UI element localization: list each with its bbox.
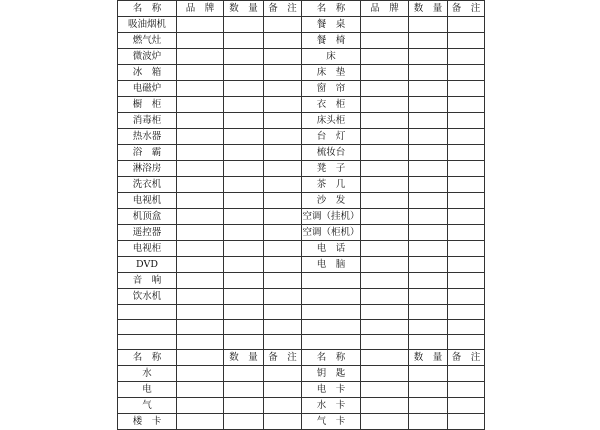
blank-cell [224, 305, 264, 320]
qty-cell-left [224, 193, 264, 209]
utility-blank-left [177, 382, 224, 398]
inventory-table [117, 0, 485, 430]
blank-cell [409, 335, 448, 350]
qty-cell-right [409, 65, 448, 81]
item-name-right: 茶 几 [302, 177, 361, 193]
brand-cell-right [361, 209, 409, 225]
utility-header-blank-left [177, 350, 224, 366]
brand-cell-right [361, 177, 409, 193]
utility-name-right: 钥 匙 [302, 366, 361, 382]
table-row [118, 17, 485, 33]
utility-qty-left [224, 382, 264, 398]
brand-cell-left [177, 49, 224, 65]
brand-cell-left [177, 289, 224, 305]
utility-name-left: 电 [118, 382, 177, 398]
utility-row [118, 366, 485, 382]
brand-cell-right [361, 257, 409, 273]
table-row [118, 33, 485, 49]
qty-cell-left [224, 145, 264, 161]
table-row [118, 145, 485, 161]
brand-cell-left [177, 273, 224, 289]
utility-name-right: 水 卡 [302, 398, 361, 414]
item-name-left: 吸油烟机 [118, 17, 177, 33]
header-qty-right: 数 量 [409, 1, 448, 17]
blank-cell [361, 305, 409, 320]
blank-cell [264, 320, 302, 335]
qty-cell-left [224, 81, 264, 97]
blank-cell [224, 320, 264, 335]
qty-cell-right [409, 145, 448, 161]
utility-blank-right [361, 382, 409, 398]
item-name-left: 遥控器 [118, 225, 177, 241]
brand-cell-left [177, 177, 224, 193]
blank-cell [302, 320, 361, 335]
brand-cell-right [361, 225, 409, 241]
table-row [118, 49, 485, 65]
note-cell-right [448, 81, 485, 97]
brand-cell-left [177, 129, 224, 145]
utility-note-left [264, 414, 302, 430]
header-row [118, 1, 485, 17]
utility-header-qty-left: 数 量 [224, 350, 264, 366]
utility-header-note-right: 备 注 [448, 350, 485, 366]
item-name-left: 微波炉 [118, 49, 177, 65]
blank-row [118, 305, 485, 320]
qty-cell-left [224, 241, 264, 257]
blank-cell [177, 335, 224, 350]
utility-name-left: 气 [118, 398, 177, 414]
item-name-left: 浴 霸 [118, 145, 177, 161]
utility-qty-right [409, 366, 448, 382]
blank-cell [409, 305, 448, 320]
inventory-table-body [118, 1, 485, 430]
qty-cell-left [224, 17, 264, 33]
utility-header-name-left: 名 称 [118, 350, 177, 366]
item-name-left: 冰 箱 [118, 65, 177, 81]
header-note-left: 备 注 [264, 1, 302, 17]
qty-cell-left [224, 273, 264, 289]
note-cell-right [448, 161, 485, 177]
brand-cell-right [361, 33, 409, 49]
item-name-left: 电磁炉 [118, 81, 177, 97]
note-cell-left [264, 193, 302, 209]
note-cell-right [448, 225, 485, 241]
utility-blank-left [177, 366, 224, 382]
brand-cell-left [177, 65, 224, 81]
header-name-left: 名 称 [118, 1, 177, 17]
item-name-right: 床 垫 [302, 65, 361, 81]
brand-cell-left [177, 97, 224, 113]
qty-cell-right [409, 129, 448, 145]
item-name-right: 床 [302, 49, 361, 65]
utility-header-row [118, 350, 485, 366]
utility-note-left [264, 366, 302, 382]
blank-cell [302, 305, 361, 320]
blank-cell [448, 305, 485, 320]
utility-qty-left [224, 366, 264, 382]
qty-cell-left [224, 209, 264, 225]
note-cell-left [264, 17, 302, 33]
item-name-left: 燃气灶 [118, 33, 177, 49]
header-brand-left: 品 牌 [177, 1, 224, 17]
utility-note-right [448, 382, 485, 398]
brand-cell-right [361, 81, 409, 97]
header-qty-left: 数 量 [224, 1, 264, 17]
blank-cell [448, 320, 485, 335]
note-cell-left [264, 113, 302, 129]
note-cell-right [448, 113, 485, 129]
note-cell-left [264, 145, 302, 161]
brand-cell-right [361, 193, 409, 209]
utility-name-left: 楼 卡 [118, 414, 177, 430]
blank-cell [361, 320, 409, 335]
blank-cell [177, 305, 224, 320]
blank-cell [264, 335, 302, 350]
qty-cell-right [409, 257, 448, 273]
qty-cell-left [224, 161, 264, 177]
note-cell-right [448, 65, 485, 81]
note-cell-left [264, 273, 302, 289]
item-name-right: 空调（柜机） [302, 225, 361, 241]
note-cell-left [264, 129, 302, 145]
note-cell-left [264, 257, 302, 273]
brand-cell-left [177, 225, 224, 241]
note-cell-left [264, 241, 302, 257]
note-cell-left [264, 225, 302, 241]
brand-cell-left [177, 33, 224, 49]
brand-cell-right [361, 17, 409, 33]
item-name-left: 饮水机 [118, 289, 177, 305]
header-note-right: 备 注 [448, 1, 485, 17]
table-row [118, 161, 485, 177]
utility-qty-right [409, 382, 448, 398]
brand-cell-right [361, 289, 409, 305]
qty-cell-left [224, 113, 264, 129]
qty-cell-right [409, 17, 448, 33]
brand-cell-right [361, 241, 409, 257]
qty-cell-left [224, 225, 264, 241]
item-name-left: 机顶盒 [118, 209, 177, 225]
utility-blank-left [177, 414, 224, 430]
note-cell-left [264, 161, 302, 177]
brand-cell-right [361, 129, 409, 145]
header-name-right: 名 称 [302, 1, 361, 17]
table-row [118, 81, 485, 97]
brand-cell-left [177, 113, 224, 129]
utility-qty-right [409, 414, 448, 430]
qty-cell-right [409, 33, 448, 49]
note-cell-left [264, 65, 302, 81]
item-name-left: 橱 柜 [118, 97, 177, 113]
item-name-left: 电视机 [118, 193, 177, 209]
blank-cell [448, 335, 485, 350]
item-name-left: 音 响 [118, 273, 177, 289]
note-cell-left [264, 289, 302, 305]
qty-cell-right [409, 81, 448, 97]
note-cell-left [264, 177, 302, 193]
qty-cell-left [224, 65, 264, 81]
brand-cell-left [177, 161, 224, 177]
brand-cell-left [177, 145, 224, 161]
utility-name-left: 水 [118, 366, 177, 382]
brand-cell-left [177, 193, 224, 209]
utility-note-left [264, 382, 302, 398]
qty-cell-right [409, 289, 448, 305]
brand-cell-right [361, 49, 409, 65]
brand-cell-left [177, 241, 224, 257]
brand-cell-right [361, 113, 409, 129]
note-cell-right [448, 273, 485, 289]
utility-note-right [448, 366, 485, 382]
table-row [118, 65, 485, 81]
utility-blank-right [361, 414, 409, 430]
utility-note-right [448, 414, 485, 430]
qty-cell-left [224, 49, 264, 65]
qty-cell-left [224, 33, 264, 49]
note-cell-left [264, 97, 302, 113]
brand-cell-left [177, 257, 224, 273]
item-name-left: 洗衣机 [118, 177, 177, 193]
table-row [118, 129, 485, 145]
qty-cell-right [409, 241, 448, 257]
note-cell-left [264, 49, 302, 65]
utility-header-note-left: 备 注 [264, 350, 302, 366]
item-name-right: 床头柜 [302, 113, 361, 129]
item-name-left: 热水器 [118, 129, 177, 145]
note-cell-left [264, 81, 302, 97]
brand-cell-right [361, 161, 409, 177]
blank-cell [118, 335, 177, 350]
blank-cell [264, 305, 302, 320]
item-name-right [302, 273, 361, 289]
blank-cell [361, 335, 409, 350]
note-cell-right [448, 33, 485, 49]
item-name-right: 空调（挂机） [302, 209, 361, 225]
table-row [118, 193, 485, 209]
inventory-sheet [117, 0, 484, 427]
note-cell-right [448, 129, 485, 145]
item-name-left: DVD [118, 257, 177, 273]
brand-cell-right [361, 145, 409, 161]
brand-cell-right [361, 65, 409, 81]
brand-cell-left [177, 81, 224, 97]
note-cell-right [448, 49, 485, 65]
blank-cell [409, 320, 448, 335]
utility-row [118, 414, 485, 430]
qty-cell-right [409, 209, 448, 225]
qty-cell-right [409, 113, 448, 129]
blank-row [118, 335, 485, 350]
brand-cell-left [177, 17, 224, 33]
utility-row [118, 382, 485, 398]
blank-cell [118, 305, 177, 320]
note-cell-right [448, 145, 485, 161]
blank-cell [302, 335, 361, 350]
item-name-right: 衣 柜 [302, 97, 361, 113]
blank-cell [118, 320, 177, 335]
item-name-right: 电 话 [302, 241, 361, 257]
qty-cell-right [409, 177, 448, 193]
item-name-right: 凳 子 [302, 161, 361, 177]
utility-name-right: 气 卡 [302, 414, 361, 430]
table-row [118, 209, 485, 225]
qty-cell-right [409, 49, 448, 65]
item-name-right: 电 脑 [302, 257, 361, 273]
qty-cell-right [409, 97, 448, 113]
table-row [118, 97, 485, 113]
qty-cell-left [224, 97, 264, 113]
brand-cell-left [177, 209, 224, 225]
utility-blank-right [361, 366, 409, 382]
qty-cell-left [224, 177, 264, 193]
item-name-right: 窗 帘 [302, 81, 361, 97]
qty-cell-right [409, 193, 448, 209]
blank-row [118, 320, 485, 335]
note-cell-right [448, 17, 485, 33]
table-row [118, 289, 485, 305]
brand-cell-right [361, 97, 409, 113]
table-row [118, 257, 485, 273]
note-cell-right [448, 97, 485, 113]
table-row [118, 177, 485, 193]
blank-cell [224, 335, 264, 350]
utility-header-name-right: 名 称 [302, 350, 361, 366]
item-name-left: 淋浴房 [118, 161, 177, 177]
item-name-right: 梳妆台 [302, 145, 361, 161]
table-row [118, 273, 485, 289]
utility-header-blank-right [361, 350, 409, 366]
note-cell-right [448, 289, 485, 305]
item-name-right: 沙 发 [302, 193, 361, 209]
qty-cell-left [224, 289, 264, 305]
item-name-right [302, 289, 361, 305]
utility-name-right: 电 卡 [302, 382, 361, 398]
qty-cell-right [409, 161, 448, 177]
utility-qty-left [224, 414, 264, 430]
note-cell-right [448, 241, 485, 257]
qty-cell-right [409, 225, 448, 241]
note-cell-left [264, 209, 302, 225]
header-brand-right: 品 牌 [361, 1, 409, 17]
note-cell-left [264, 33, 302, 49]
qty-cell-left [224, 257, 264, 273]
table-row [118, 225, 485, 241]
note-cell-right [448, 257, 485, 273]
brand-cell-right [361, 273, 409, 289]
table-row [118, 113, 485, 129]
item-name-right: 台 灯 [302, 129, 361, 145]
item-name-left: 消毒柜 [118, 113, 177, 129]
qty-cell-right [409, 273, 448, 289]
utility-header-qty-right: 数 量 [409, 350, 448, 366]
table-row [118, 241, 485, 257]
blank-cell [177, 320, 224, 335]
item-name-right: 餐 桌 [302, 17, 361, 33]
qty-cell-left [224, 129, 264, 145]
item-name-right: 餐 椅 [302, 33, 361, 49]
item-name-left: 电视柜 [118, 241, 177, 257]
note-cell-right [448, 177, 485, 193]
note-cell-right [448, 209, 485, 225]
note-cell-right [448, 193, 485, 209]
